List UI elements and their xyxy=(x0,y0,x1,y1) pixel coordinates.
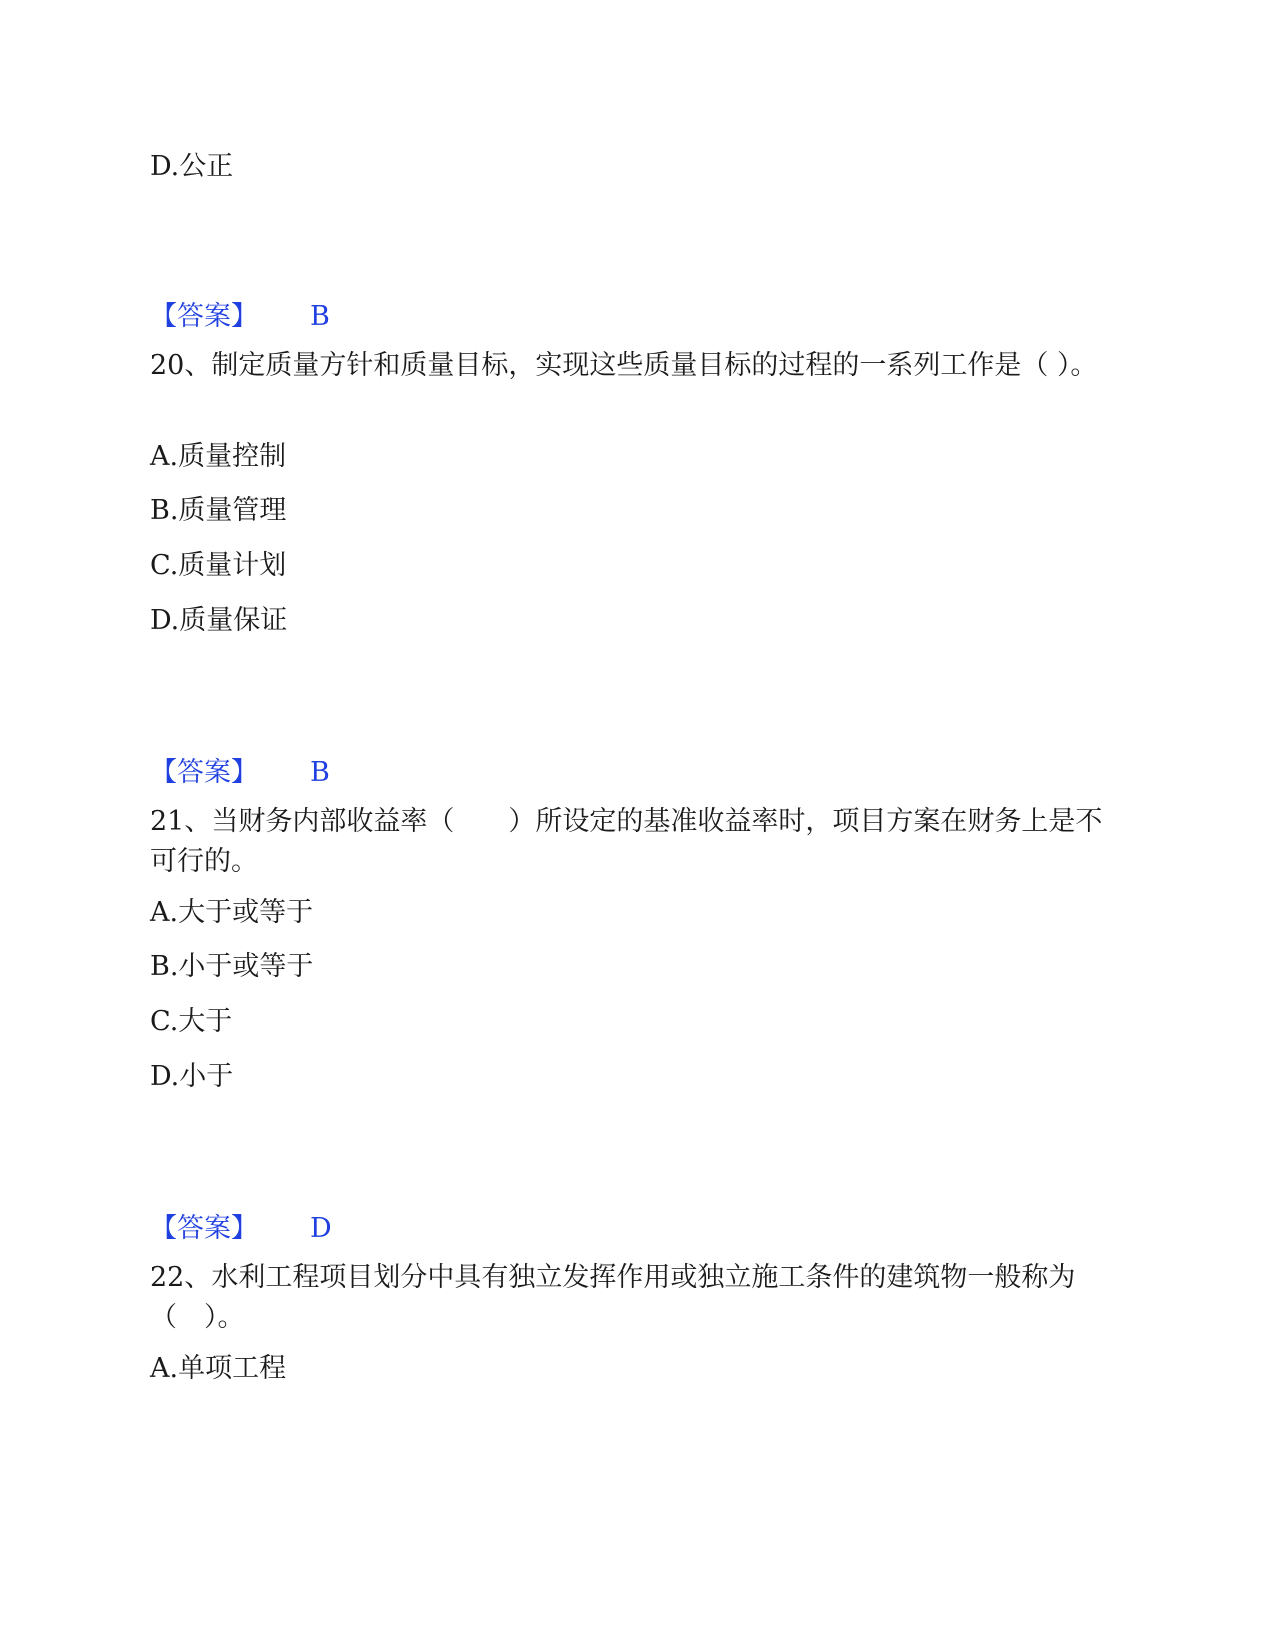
option-c: C.大于 xyxy=(150,1006,233,1037)
option-a: A.单项工程 xyxy=(150,1353,287,1384)
answer-label: 【答案】 xyxy=(150,1213,258,1244)
option-b: B.质量管理 xyxy=(150,495,287,526)
answer-value: B xyxy=(310,757,330,788)
option-d: D.质量保证 xyxy=(150,605,288,636)
answer-value: B xyxy=(310,301,330,332)
answer-row xyxy=(150,1212,332,1246)
question-22: 22、水利工程项目划分中具有独立发挥作用或独立施工条件的建筑物一般称为（ ）。 xyxy=(150,1262,1076,1333)
option-d: D.小于 xyxy=(150,1061,234,1092)
option-d: D.公正 xyxy=(150,151,234,182)
question-20: 20、制定质量方针和质量目标，实现这些质量目标的过程的一系列工作是（ ）。 xyxy=(150,350,1098,381)
answer-label: 【答案】 xyxy=(150,757,258,788)
question-21: 21、当财务内部收益率（ ）所设定的基准收益率时，项目方案在财务上是不可行的。 xyxy=(150,806,1103,877)
answer-value: D xyxy=(310,1213,332,1244)
option-a: A.大于或等于 xyxy=(150,897,314,928)
option-a: A.质量控制 xyxy=(150,441,287,472)
option-c: C.质量计划 xyxy=(150,550,287,581)
answer-label: 【答案】 xyxy=(150,301,258,332)
option-b: B.小于或等于 xyxy=(150,951,314,982)
answer-row xyxy=(150,756,330,790)
answer-row xyxy=(150,300,330,334)
